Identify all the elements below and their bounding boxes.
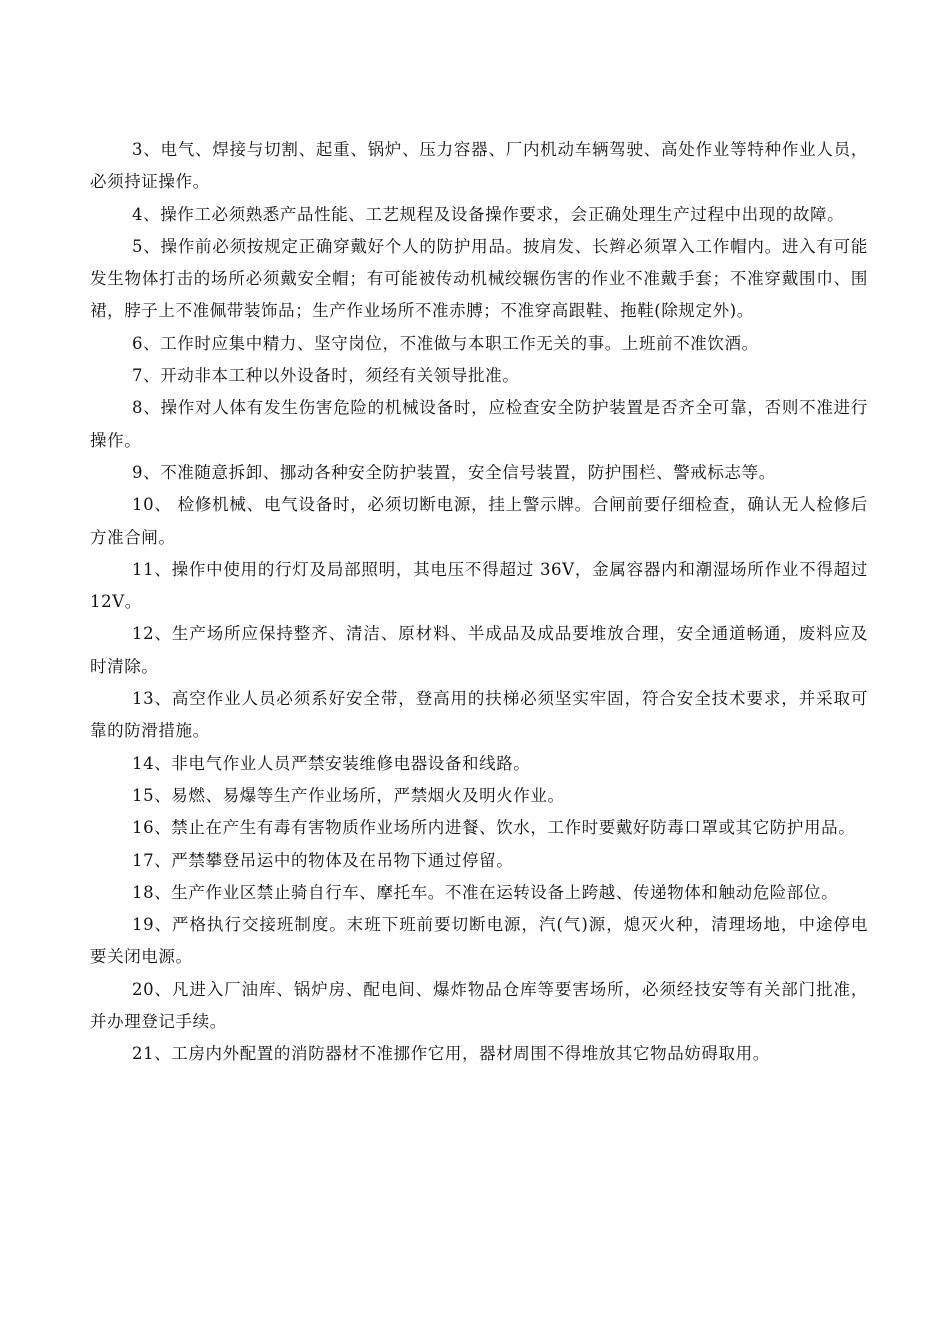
rule-paragraph-4: 4、操作工必须熟悉产品性能、工艺规程及设备操作要求，会正确处理生产过程中出现的故障。 xyxy=(132,204,845,224)
rule-paragraph-8: 8、操作对人体有发生伤害危险的机械设备时，应检查安全防护装置是否齐全可靠，否则不准进行操作。 xyxy=(90,398,868,450)
rule-paragraph-17: 17、严禁攀登吊运中的物体及在吊物下通过停留。 xyxy=(132,850,514,870)
rule-paragraph-18: 18、生产作业区禁止骑自行车、摩托车。不准在运转设备上跨越、传递物体和触动危险部位。 xyxy=(132,882,839,902)
rule-paragraph-11: 11、操作中使用的行灯及局部照明，其电压不得超过 36V，金属容器内和潮湿场所作业不得超过 12V。 xyxy=(90,559,868,612)
rule-paragraph-3: 3、电气、焊接与切割、起重、锅炉、压力容器、厂内机动车辆驾驶、高处作业等特种作业人员，必须持证操作。 xyxy=(90,140,868,192)
rule-paragraph-10: 10、 检修机械、电气设备时，必须切断电源，挂上警示牌。合闸前要仔细检查，确认无人检修后方准合闸。 xyxy=(90,495,868,547)
document-body xyxy=(90,134,868,1071)
rule-paragraph-12: 12、生产场所应保持整齐、清洁、原材料、半成品及成品要堆放合理，安全通道畅通，废料应及时清除。 xyxy=(90,624,868,676)
rule-paragraph-19: 19、严格执行交接班制度。末班下班前要切断电源，汽(气)源，熄灭火种，清理场地，中途停电要关闭电源。 xyxy=(90,915,868,967)
rule-paragraph-20: 20、凡进入厂油库、锅炉房、配电间、爆炸物品仓库等要害场所，必须经技安等有关部门批准，并办理登记手续。 xyxy=(90,979,868,1032)
rule-paragraph-15: 15、易燃、易爆等生产作业场所，严禁烟火及明火作业。 xyxy=(132,785,565,805)
rule-paragraph-13: 13、高空作业人员必须系好安全带，登高用的扶梯必须坚实牢固，符合安全技术要求，并采取可靠的防滑措施。 xyxy=(90,689,868,741)
rule-paragraph-9: 9、不准随意拆卸、挪动各种安全防护装置，安全信号装置，防护围栏、警戒标志等。 xyxy=(132,462,776,482)
rule-paragraph-6: 6、工作时应集中精力、坚守岗位，不准做与本职工作无关的事。上班前不准饮酒。 xyxy=(132,333,759,353)
rule-paragraph-14: 14、非电气作业人员严禁安装维修电器设备和线路。 xyxy=(132,753,531,773)
rule-paragraph-21: 21、工房内外配置的消防器材不准挪作它用，器材周围不得堆放其它物品妨碍取用。 xyxy=(132,1044,770,1064)
rule-paragraph-16: 16、禁止在产生有毒有害物质作业场所内进餐、饮水，工作时要戴好防毒口罩或其它防护用品。 xyxy=(132,818,856,838)
rule-paragraph-5: 5、操作前必须按规定正确穿戴好个人的防护用品。披肩发、长辫必须罩入工作帽内。进入有可能发生物体打击的场所必须戴安全帽；有可能被传动机械绞辗伤害的作业不准戴手套；不准穿戴围巾、围裙，脖子上不准佩带装饰品；生产作业场所不准赤膊；不准穿高跟鞋、拖鞋(除规定外)。 xyxy=(90,236,868,321)
rule-paragraph-7: 7、开动非本工种以外设备时，须经有关领导批准。 xyxy=(132,366,520,386)
